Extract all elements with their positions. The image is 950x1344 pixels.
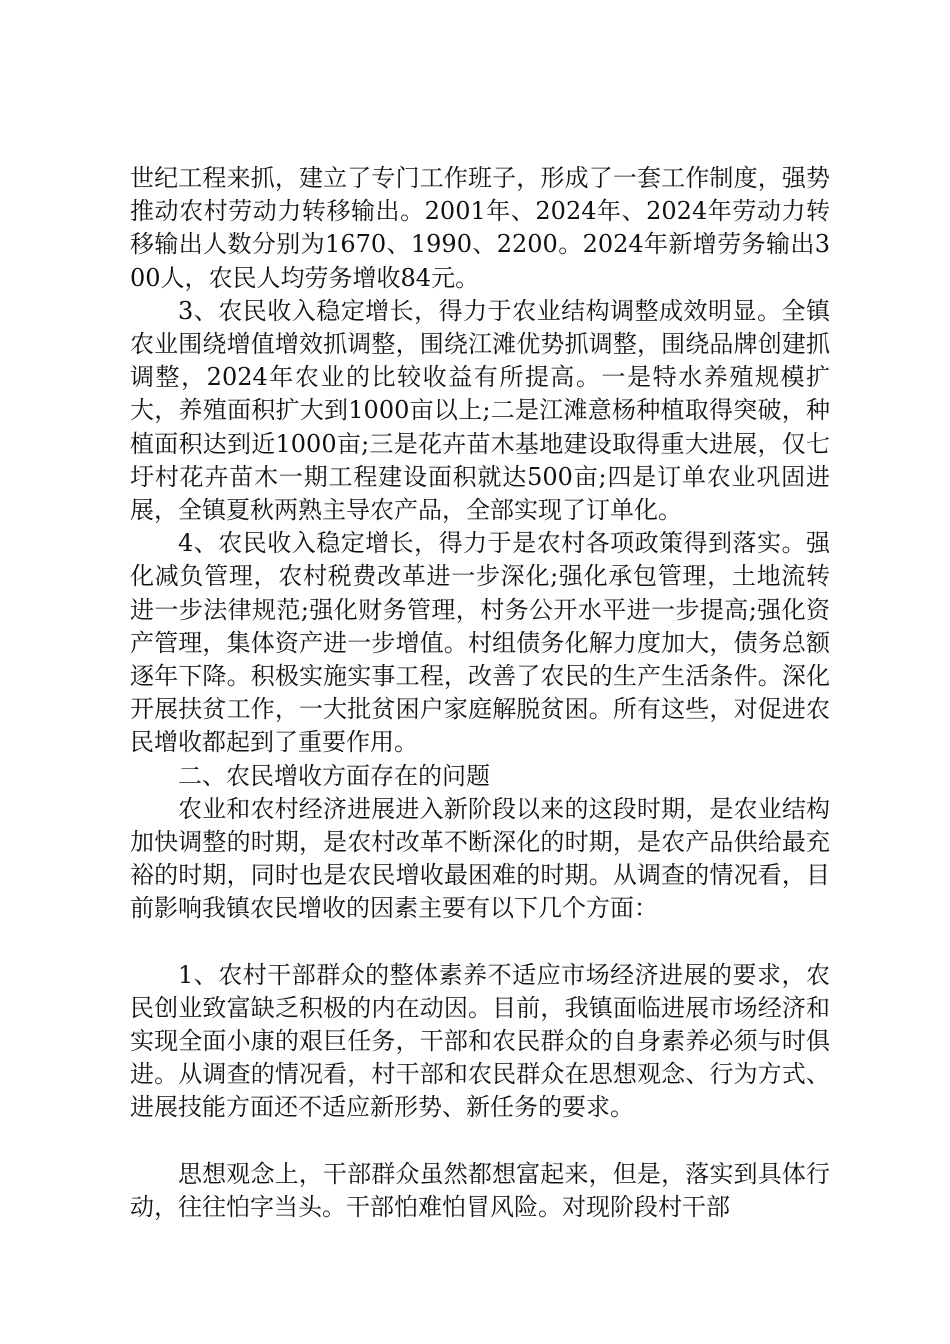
paragraph-rural-policies: 4、农民收入稳定增长，得力于是农村各项政策得到落实。强化减负管理，农村税费改革进一步深化;强化承包管理，土地流转进一步法律规范;强化财务管理，村务公开水平进一步提高;强化资产管理，集体资产进一步增值。村组债务化解力度加大，债务总额逐年下降。积极实施实事工程，改善了农民的生产生活条件。深化开展扶贫工作，一大批贫困户家庭解脱贫困。所有这些，对促进农民增收都起到了重要作用。 [130, 529, 830, 757]
paragraph-new-stage: 农业和农村经济进展进入新阶段以来的这段时期，是农业结构加快调整的时期，是农村改革不断深化的时期，是农产品供给最充裕的时期，同时也是农民增收最困难的时期。从调查的情况看，目前影响我镇农民增收的因素主要有以下几个方面： [130, 794, 830, 923]
paragraph-ideology: 思想观念上，干部群众虽然都想富起来，但是，落实到具体行动，往往怕字当头。干部怕难怕冒风险。对现阶段村干部 [130, 1159, 830, 1221]
paragraph-labor-transfer: 世纪工程来抓，建立了专门工作班子，形成了一套工作制度，强势推动农村劳动力转移输出。2001年、2024年、2024年劳动力转移输出人数分别为1670、1990、2200。2024年新增劳务输出300人，农民人均劳务增收84元。 [130, 164, 830, 292]
paragraph-agricultural-structure: 3、农民收入稳定增长，得力于农业结构调整成效明显。全镇农业围绕增值增效抓调整，围绕江滩优势抓调整，围绕品牌创建抓调整，2024年农业的比较收益有所提高。一是特水养殖规模扩大，养殖面积扩大到1000亩以上;二是江滩意杨种植取得突破，种植面积达到近1000亩;三是花卉苗木基地建设取得重大进展，仅七圩村花卉苗木一期工程建设面积就达500亩;四是订单农业巩固进展，全镇夏秋两熟主导农产品，全部实现了订单化。 [130, 296, 830, 525]
section-heading-problems: 二、农民增收方面存在的问题 [178, 761, 490, 790]
paragraph-cadre-quality: 1、农村干部群众的整体素养不适应市场经济进展的要求，农民创业致富缺乏积极的内在动因。目前，我镇面临进展市场经济和实现全面小康的艰巨任务，干部和农民群众的自身素养必须与时俱进。从调查的情况看，村干部和农民群众在思想观念、行为方式、进展技能方面还不适应新形势、新任务的要求。 [130, 960, 830, 1122]
document-body [130, 162, 830, 1224]
